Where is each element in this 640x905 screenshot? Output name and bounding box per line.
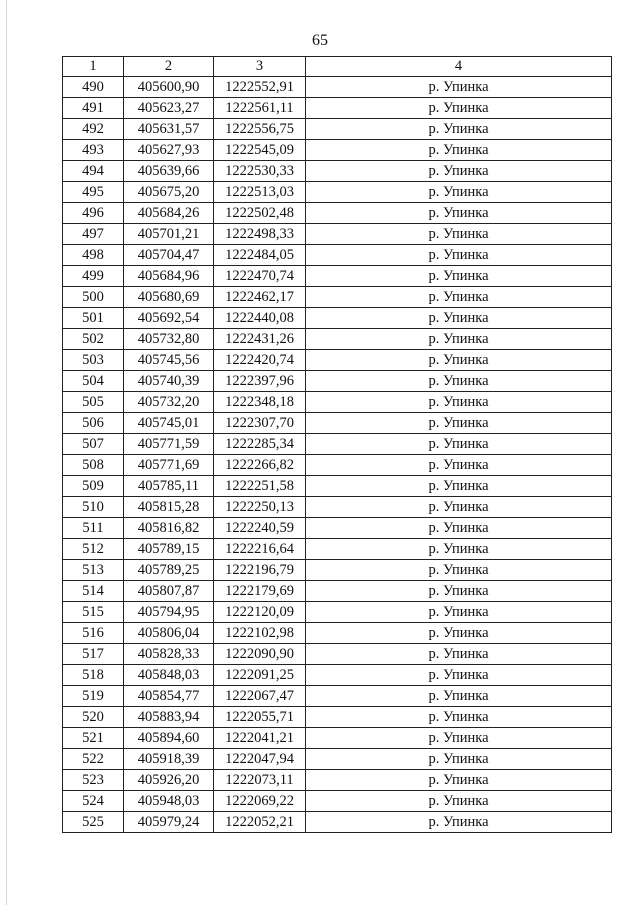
point-number-cell: 496 [63,203,124,224]
description-cell: р. Упинка [306,665,612,686]
description-cell: р. Упинка [306,518,612,539]
description-cell: р. Упинка [306,455,612,476]
description-cell: р. Упинка [306,749,612,770]
table-row [63,602,612,623]
x-coordinate-cell: 405771,69 [124,455,214,476]
point-number-cell: 517 [63,644,124,665]
point-number-cell: 523 [63,770,124,791]
x-coordinate-cell: 405794,95 [124,602,214,623]
y-coordinate-cell: 1222462,17 [214,287,306,308]
table-row [63,119,612,140]
y-coordinate-cell: 1222498,33 [214,224,306,245]
y-coordinate-cell: 1222470,74 [214,266,306,287]
table-row [63,161,612,182]
table-row [63,707,612,728]
point-number-cell: 499 [63,266,124,287]
point-number-cell: 524 [63,791,124,812]
x-coordinate-cell: 405979,24 [124,812,214,833]
description-cell: р. Упинка [306,602,612,623]
y-coordinate-cell: 1222420,74 [214,350,306,371]
description-cell: р. Упинка [306,770,612,791]
description-cell: р. Упинка [306,119,612,140]
table-row [63,245,612,266]
point-number-cell: 502 [63,329,124,350]
y-coordinate-cell: 1222530,33 [214,161,306,182]
point-number-cell: 507 [63,434,124,455]
description-cell: р. Упинка [306,140,612,161]
x-coordinate-cell: 405848,03 [124,665,214,686]
point-number-cell: 519 [63,686,124,707]
y-coordinate-cell: 1222120,09 [214,602,306,623]
description-cell: р. Упинка [306,623,612,644]
x-coordinate-cell: 405745,01 [124,413,214,434]
table-row [63,329,612,350]
point-number-cell: 494 [63,161,124,182]
table-row [63,203,612,224]
table-row [63,812,612,833]
table-row [63,476,612,497]
y-coordinate-cell: 1222348,18 [214,392,306,413]
table-row [63,728,612,749]
description-cell: р. Упинка [306,581,612,602]
x-coordinate-cell: 405623,27 [124,98,214,119]
description-cell: р. Упинка [306,77,612,98]
x-coordinate-cell: 405627,93 [124,140,214,161]
x-coordinate-cell: 405789,25 [124,560,214,581]
table-row [63,392,612,413]
point-number-cell: 497 [63,224,124,245]
description-cell: р. Упинка [306,560,612,581]
point-number-cell: 525 [63,812,124,833]
point-number-cell: 516 [63,623,124,644]
description-cell: р. Упинка [306,476,612,497]
table-row [63,182,612,203]
x-coordinate-cell: 405828,33 [124,644,214,665]
table-row [63,539,612,560]
column-header-2: 2 [124,57,214,77]
point-number-cell: 492 [63,119,124,140]
table-row [63,560,612,581]
y-coordinate-cell: 1222484,05 [214,245,306,266]
x-coordinate-cell: 405680,69 [124,287,214,308]
description-cell: р. Упинка [306,728,612,749]
x-coordinate-cell: 405631,57 [124,119,214,140]
x-coordinate-cell: 405740,39 [124,371,214,392]
x-coordinate-cell: 405639,66 [124,161,214,182]
x-coordinate-cell: 405732,20 [124,392,214,413]
y-coordinate-cell: 1222397,96 [214,371,306,392]
coordinates-table [62,56,612,833]
x-coordinate-cell: 405883,94 [124,707,214,728]
x-coordinate-cell: 405684,26 [124,203,214,224]
y-coordinate-cell: 1222216,64 [214,539,306,560]
table-body [63,77,612,833]
description-cell: р. Упинка [306,224,612,245]
table-row [63,497,612,518]
y-coordinate-cell: 1222073,11 [214,770,306,791]
description-cell: р. Упинка [306,182,612,203]
point-number-cell: 509 [63,476,124,497]
x-coordinate-cell: 405771,59 [124,434,214,455]
description-cell: р. Упинка [306,308,612,329]
table-row [63,413,612,434]
description-cell: р. Упинка [306,329,612,350]
table-row [63,98,612,119]
y-coordinate-cell: 1222179,69 [214,581,306,602]
description-cell: р. Упинка [306,350,612,371]
page-number: 65 [312,32,328,49]
point-number-cell: 495 [63,182,124,203]
point-number-cell: 490 [63,77,124,98]
y-coordinate-cell: 1222561,11 [214,98,306,119]
point-number-cell: 491 [63,98,124,119]
table-row [63,455,612,476]
x-coordinate-cell: 405745,56 [124,350,214,371]
x-coordinate-cell: 405600,90 [124,77,214,98]
point-number-cell: 520 [63,707,124,728]
description-cell: р. Упинка [306,434,612,455]
point-number-cell: 512 [63,539,124,560]
x-coordinate-cell: 405926,20 [124,770,214,791]
description-cell: р. Упинка [306,287,612,308]
description-cell: р. Упинка [306,791,612,812]
description-cell: р. Упинка [306,497,612,518]
description-cell: р. Упинка [306,98,612,119]
column-header-3: 3 [214,57,306,77]
point-number-cell: 508 [63,455,124,476]
y-coordinate-cell: 1222240,59 [214,518,306,539]
y-coordinate-cell: 1222513,03 [214,182,306,203]
point-number-cell: 500 [63,287,124,308]
description-cell: р. Упинка [306,539,612,560]
y-coordinate-cell: 1222102,98 [214,623,306,644]
point-number-cell: 501 [63,308,124,329]
y-coordinate-cell: 1222285,34 [214,434,306,455]
table-row [63,77,612,98]
table-row [63,581,612,602]
table-header-row [63,57,612,77]
point-number-cell: 510 [63,497,124,518]
y-coordinate-cell: 1222251,58 [214,476,306,497]
point-number-cell: 511 [63,518,124,539]
description-cell: р. Упинка [306,371,612,392]
table-row [63,518,612,539]
x-coordinate-cell: 405854,77 [124,686,214,707]
point-number-cell: 514 [63,581,124,602]
x-coordinate-cell: 405894,60 [124,728,214,749]
x-coordinate-cell: 405785,11 [124,476,214,497]
table-row [63,350,612,371]
description-cell: р. Упинка [306,392,612,413]
point-number-cell: 505 [63,392,124,413]
point-number-cell: 504 [63,371,124,392]
point-number-cell: 522 [63,749,124,770]
y-coordinate-cell: 1222069,22 [214,791,306,812]
point-number-cell: 506 [63,413,124,434]
y-coordinate-cell: 1222250,13 [214,497,306,518]
y-coordinate-cell: 1222440,08 [214,308,306,329]
x-coordinate-cell: 405807,87 [124,581,214,602]
x-coordinate-cell: 405732,80 [124,329,214,350]
description-cell: р. Упинка [306,686,612,707]
y-coordinate-cell: 1222545,09 [214,140,306,161]
table-row [63,266,612,287]
y-coordinate-cell: 1222052,21 [214,812,306,833]
x-coordinate-cell: 405948,03 [124,791,214,812]
table-row [63,287,612,308]
x-coordinate-cell: 405675,20 [124,182,214,203]
x-coordinate-cell: 405692,54 [124,308,214,329]
table-row [63,140,612,161]
y-coordinate-cell: 1222067,47 [214,686,306,707]
description-cell: р. Упинка [306,203,612,224]
x-coordinate-cell: 405701,21 [124,224,214,245]
x-coordinate-cell: 405918,39 [124,749,214,770]
scan-margin-line [6,0,7,905]
x-coordinate-cell: 405704,47 [124,245,214,266]
y-coordinate-cell: 1222196,79 [214,560,306,581]
point-number-cell: 521 [63,728,124,749]
table-row [63,749,612,770]
x-coordinate-cell: 405806,04 [124,623,214,644]
y-coordinate-cell: 1222502,48 [214,203,306,224]
column-header-4: 4 [306,57,612,77]
description-cell: р. Упинка [306,707,612,728]
description-cell: р. Упинка [306,413,612,434]
table-row [63,791,612,812]
y-coordinate-cell: 1222091,25 [214,665,306,686]
y-coordinate-cell: 1222055,71 [214,707,306,728]
point-number-cell: 513 [63,560,124,581]
y-coordinate-cell: 1222552,91 [214,77,306,98]
table-row [63,308,612,329]
description-cell: р. Упинка [306,644,612,665]
table-row [63,371,612,392]
description-cell: р. Упинка [306,266,612,287]
y-coordinate-cell: 1222266,82 [214,455,306,476]
table-row [63,686,612,707]
table-row [63,644,612,665]
point-number-cell: 518 [63,665,124,686]
y-coordinate-cell: 1222047,94 [214,749,306,770]
column-header-1: 1 [63,57,124,77]
point-number-cell: 493 [63,140,124,161]
point-number-cell: 498 [63,245,124,266]
description-cell: р. Упинка [306,812,612,833]
y-coordinate-cell: 1222090,90 [214,644,306,665]
y-coordinate-cell: 1222431,26 [214,329,306,350]
y-coordinate-cell: 1222307,70 [214,413,306,434]
description-cell: р. Упинка [306,161,612,182]
x-coordinate-cell: 405684,96 [124,266,214,287]
y-coordinate-cell: 1222041,21 [214,728,306,749]
table-row [63,665,612,686]
x-coordinate-cell: 405815,28 [124,497,214,518]
x-coordinate-cell: 405816,82 [124,518,214,539]
table-row [63,770,612,791]
point-number-cell: 503 [63,350,124,371]
table-row [63,623,612,644]
table-row [63,434,612,455]
y-coordinate-cell: 1222556,75 [214,119,306,140]
table-row [63,224,612,245]
point-number-cell: 515 [63,602,124,623]
x-coordinate-cell: 405789,15 [124,539,214,560]
description-cell: р. Упинка [306,245,612,266]
